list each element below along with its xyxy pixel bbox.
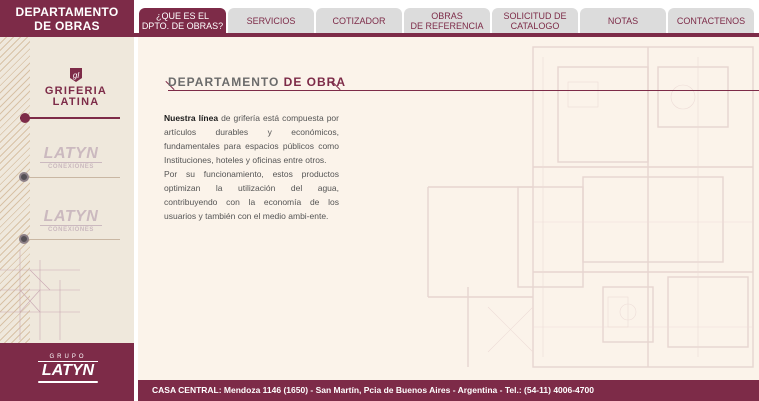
grupo-label: GRUPO — [38, 353, 98, 362]
brand-latyn-name: LATYN — [43, 208, 99, 225]
page-title — [168, 75, 346, 89]
brand-latyn-name: LATYN — [43, 145, 99, 162]
top-navigation — [134, 0, 759, 38]
tab-cotizador[interactable] — [316, 8, 402, 34]
griferia-latina-logo-icon — [67, 66, 85, 84]
brand-latyn-conexiones-2[interactable] — [40, 209, 102, 233]
tab-label-line1: SOLICITUD DE — [503, 11, 567, 21]
tab-label-line1: OBRAS — [431, 11, 463, 21]
tab-solicitud-de-catalogo[interactable] — [492, 8, 578, 34]
brand-latyn-sub: CONEXIONES — [40, 162, 102, 170]
logo-swoosh-icon — [38, 381, 98, 383]
department-title-line2: DE OBRAS — [34, 19, 100, 33]
tab-label: NOTAS — [607, 16, 639, 26]
department-title-line1: DEPARTAMENTO — [15, 5, 119, 19]
brand-selector-dot — [19, 172, 29, 182]
brand-selector-dot — [19, 234, 29, 244]
sidebar-footer — [0, 343, 134, 401]
tab-label-line2: DPTO. DE OBRAS? — [141, 21, 224, 31]
tab-servicios[interactable] — [228, 8, 314, 34]
brand-selector-line — [20, 239, 120, 240]
tab-label-line1: ¿QUE ES EL — [155, 11, 209, 21]
latyn-label: LATYN — [41, 362, 95, 379]
sidebar — [0, 0, 134, 401]
heading-rule — [168, 90, 759, 91]
brand-selector-dot-active — [20, 113, 30, 123]
sidebar-grid-decoration — [0, 250, 80, 340]
brand-latyn-sub: CONEXIONES — [40, 225, 102, 233]
tab-label-line2: CATALOGO — [510, 21, 560, 31]
tab-notas[interactable] — [580, 8, 666, 34]
brand-selector-line — [20, 117, 120, 119]
brand-selector-line — [20, 177, 120, 178]
intro-paragraph-1-text: de grifería está compuesta por artículos durables y económicos, fundamentales para espacios públicos como Instituciones, hoteles y oficinas entre otros. — [164, 113, 339, 165]
svg-text:gl: gl — [72, 71, 80, 80]
tab-label: COTIZADOR — [332, 16, 386, 26]
intro-text — [164, 111, 339, 223]
intro-lead: Nuestra línea — [164, 113, 219, 123]
brand-name-line1: GRIFERIA — [44, 85, 108, 97]
intro-paragraph-1 — [164, 111, 339, 167]
tab-que-es-dpto-obras[interactable] — [139, 8, 226, 34]
section-heading — [138, 73, 759, 93]
tab-label: CONTACTENOS — [676, 16, 746, 26]
main-content — [134, 37, 759, 380]
brand-griferia-latina[interactable] — [36, 66, 116, 108]
page-title-part2: DE OBRA — [283, 75, 347, 89]
page-title-part1: DEPARTAMENTO — [168, 75, 284, 89]
tab-obras-de-referencia[interactable] — [404, 8, 490, 34]
footer-address: CASA CENTRAL: Mendoza 1146 (1650) - San Martín, Pcia de Buenos Aires - Argentina - Tel.: (54-11) 4006-4700 — [134, 380, 759, 401]
brand-latyn-conexiones-1[interactable] — [40, 146, 102, 170]
grupo-latyn-logo[interactable] — [38, 353, 98, 383]
tab-label: SERVICIOS — [246, 16, 296, 26]
intro-paragraph-2: Por su funcionamiento, estos productos optimizan la utilización del agua, contribuyendo con la economía de los usuarios y también con el medio ambi-ente. — [164, 169, 339, 221]
brand-name-line2: LATINA — [52, 96, 100, 108]
tab-label-line2: DE REFERENCIA — [410, 21, 484, 31]
tab-contactenos[interactable] — [668, 8, 754, 34]
department-title — [0, 0, 134, 37]
